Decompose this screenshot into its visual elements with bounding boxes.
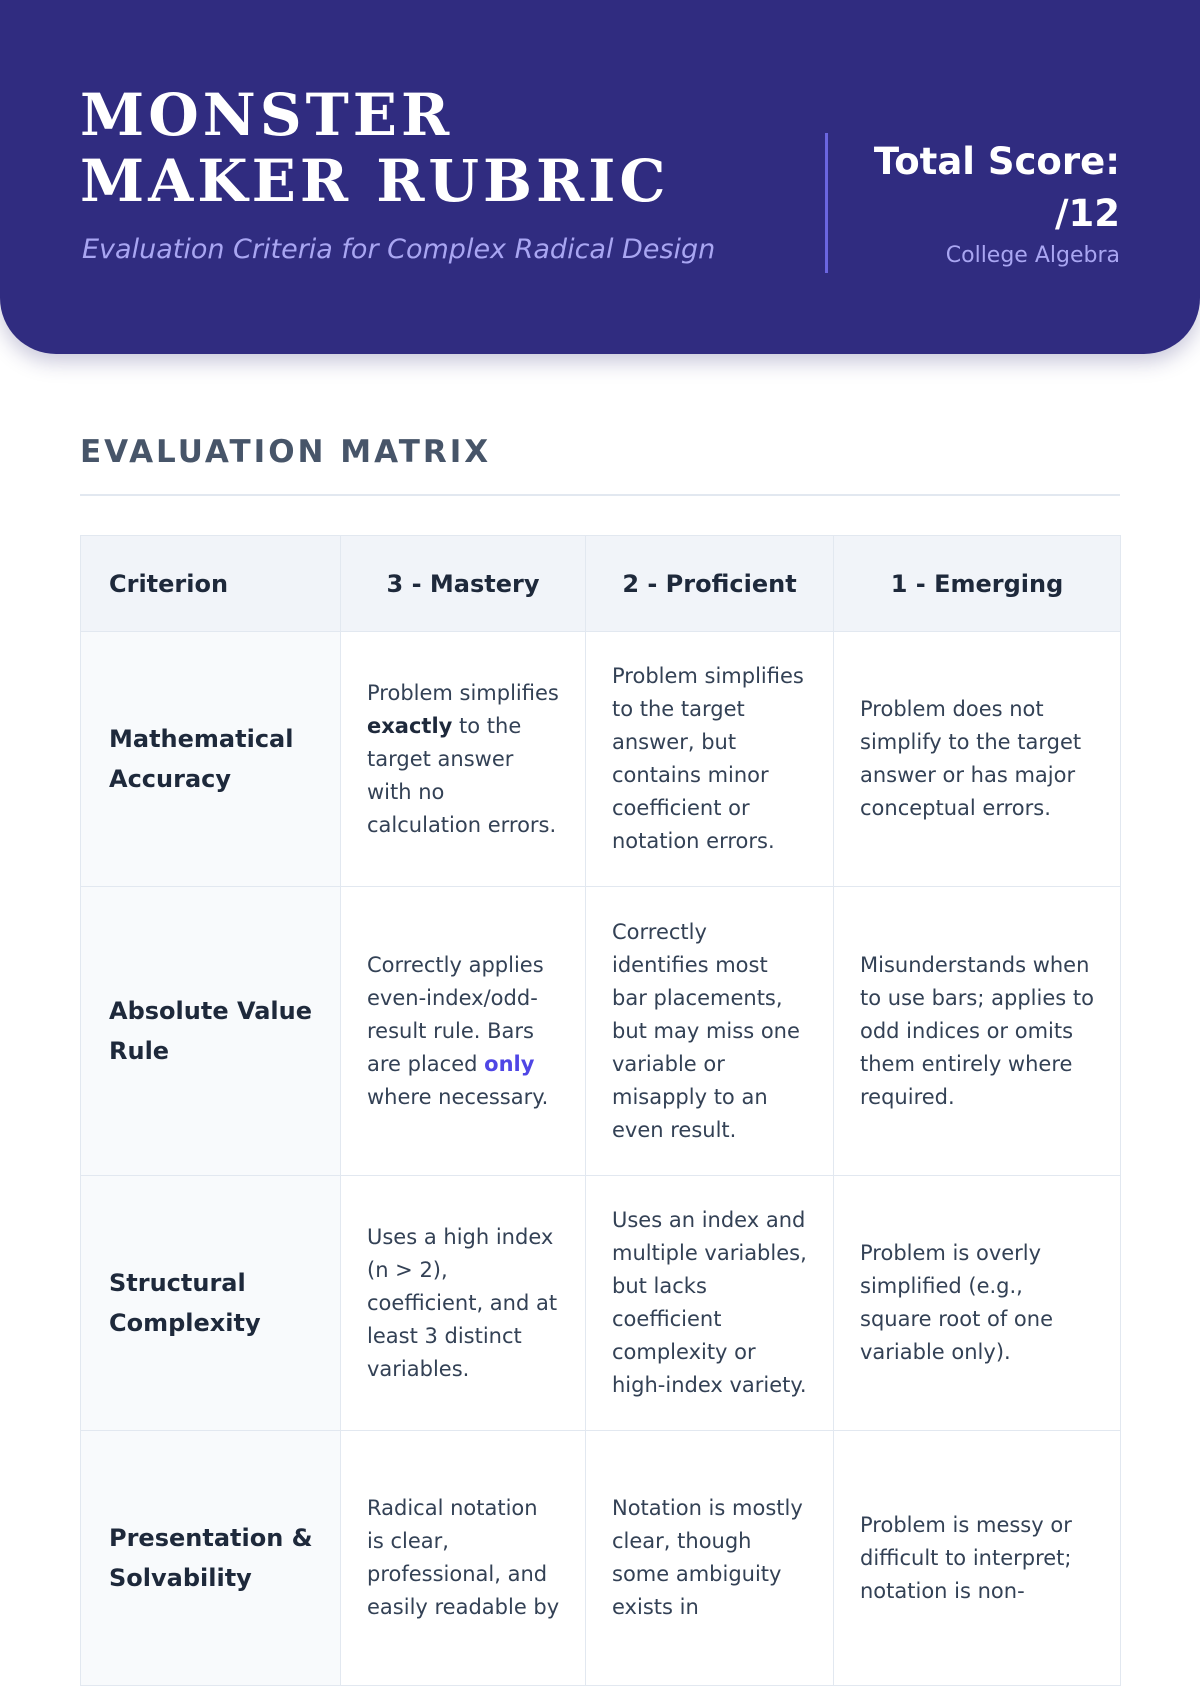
table-row <box>81 1431 1121 1686</box>
table-row <box>81 632 1121 887</box>
criterion-cell: Absolute Value Rule <box>81 887 341 1176</box>
cell-text: to the target answer with no calculation errors. <box>367 713 557 837</box>
criterion-cell: Presentation & Solvability <box>81 1431 341 1686</box>
mastery-cell: Uses a high index (n > 2), coefficient, and at least 3 distinct variables. <box>341 1176 586 1431</box>
section-title: EVALUATION MATRIX <box>80 434 492 470</box>
criterion-cell: Mathematical Accuracy <box>81 632 341 887</box>
page-title: MONSTER MAKER RUBRIC <box>80 81 670 215</box>
mastery-cell <box>341 887 586 1176</box>
header-proficient: 2 - Proficient <box>586 536 834 632</box>
cell-text: where necessary. <box>367 1084 549 1109</box>
emphasis-text: only <box>484 1051 535 1076</box>
cell-text: Correctly applies even-index/odd-result rule. Bars are placed <box>367 952 544 1076</box>
emerging-cell: Problem is overly simplified (e.g., square root of one variable only). <box>834 1176 1121 1431</box>
mastery-cell: Radical notation is clear, professional, and easily readable by <box>341 1431 586 1686</box>
header-banner <box>0 0 1200 354</box>
criterion-cell: Structural Complexity <box>81 1176 341 1431</box>
emerging-cell: Misunderstands when to use bars; applies to odd indices or omits them entirely where required. <box>834 887 1121 1176</box>
course-name: College Algebra <box>945 243 1120 268</box>
emerging-cell: Problem is messy or difficult to interpret; notation is non- <box>834 1431 1121 1686</box>
mastery-cell <box>341 632 586 887</box>
total-score-label: Total Score: /12 <box>873 140 1120 235</box>
proficient-cell: Correctly identifies most bar placements, but may miss one variable or misapply to an even result. <box>586 887 834 1176</box>
table-header-row <box>81 536 1121 632</box>
proficient-cell: Problem simplifies to the target answer, but contains minor coefficient or notation errors. <box>586 632 834 887</box>
cell-text: Problem simplifies <box>367 680 559 705</box>
table-row <box>81 1176 1121 1431</box>
proficient-cell: Uses an index and multiple variables, but lacks coefficient complexity or high-index variety. <box>586 1176 834 1431</box>
proficient-cell: Notation is mostly clear, though some ambiguity exists in <box>586 1431 834 1686</box>
emerging-cell: Problem does not simplify to the target answer or has major conceptual errors. <box>834 632 1121 887</box>
page-subtitle: Evaluation Criteria for Complex Radical Design <box>82 234 716 265</box>
header-criterion: Criterion <box>81 536 341 632</box>
header-emerging: 1 - Emerging <box>834 536 1121 632</box>
table-row <box>81 887 1121 1176</box>
header-mastery: 3 - Mastery <box>341 536 586 632</box>
emphasis-text: exactly <box>367 713 453 738</box>
rubric-table <box>80 535 1121 1686</box>
section-divider <box>80 494 1120 496</box>
